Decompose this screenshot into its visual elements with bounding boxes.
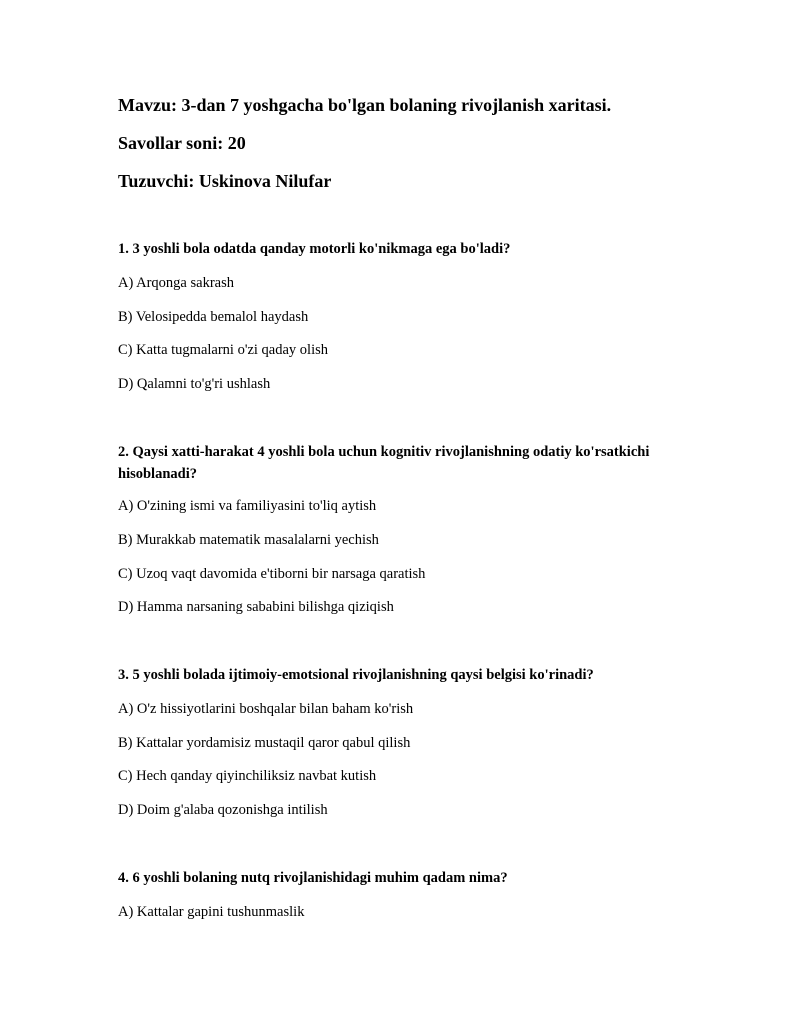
question-1: 1. 3 yoshli bola odatda qanday motorli ko'nikmaga ega bo'ladi? [118,241,511,257]
question-2-option-d: D) Hamma narsaning sababini bilishga qiziqish [118,599,394,615]
question-1-option-a: A) Arqonga sakrash [118,275,234,291]
question-2-option-b: B) Murakkab matematik masalalarni yechish [118,532,379,548]
question-1-option-b: B) Velosipedda bemalol haydash [118,309,309,325]
question-1-option-d: D) Qalamni to'g'ri ushlash [118,376,271,392]
question-count-heading: Savollar soni: 20 [118,133,246,153]
question-3-option-b: B) Kattalar yordamisiz mustaqil qaror qabul qilish [118,735,411,751]
question-4-option-a: A) Kattalar gapini tushunmaslik [118,904,305,920]
question-4: 4. 6 yoshli bolaning nutq rivojlanishidagi muhim qadam nima? [118,870,508,886]
question-2: 2. Qaysi xatti-harakat 4 yoshli bola uchun kognitiv rivojlanishning odatiy ko'rsatkichi hisoblanadi? [118,444,650,482]
question-2-option-a: A) O'zining ismi va familiyasini to'liq aytish [118,498,377,514]
question-3-option-a: A) O'z hissiyotlarini boshqalar bilan baham ko'rish [118,701,414,717]
topic-heading: Mavzu: 3-dan 7 yoshgacha bo'lgan bolaning rivojlanish xaritasi. [118,95,612,115]
question-1-option-c: C) Katta tugmalarni o'zi qaday olish [118,342,328,358]
question-2-option-c: C) Uzoq vaqt davomida e'tiborni bir narsaga qaratish [118,566,426,582]
question-3-option-d: D) Doim g'alaba qozonishga intilish [118,802,328,818]
author-heading: Tuzuvchi: Uskinova Nilufar [118,171,332,191]
question-3: 3. 5 yoshli bolada ijtimoiy-emotsional rivojlanishning qaysi belgisi ko'rinadi? [118,667,594,683]
question-3-option-c: C) Hech qanday qiyinchiliksiz navbat kutish [118,768,377,784]
